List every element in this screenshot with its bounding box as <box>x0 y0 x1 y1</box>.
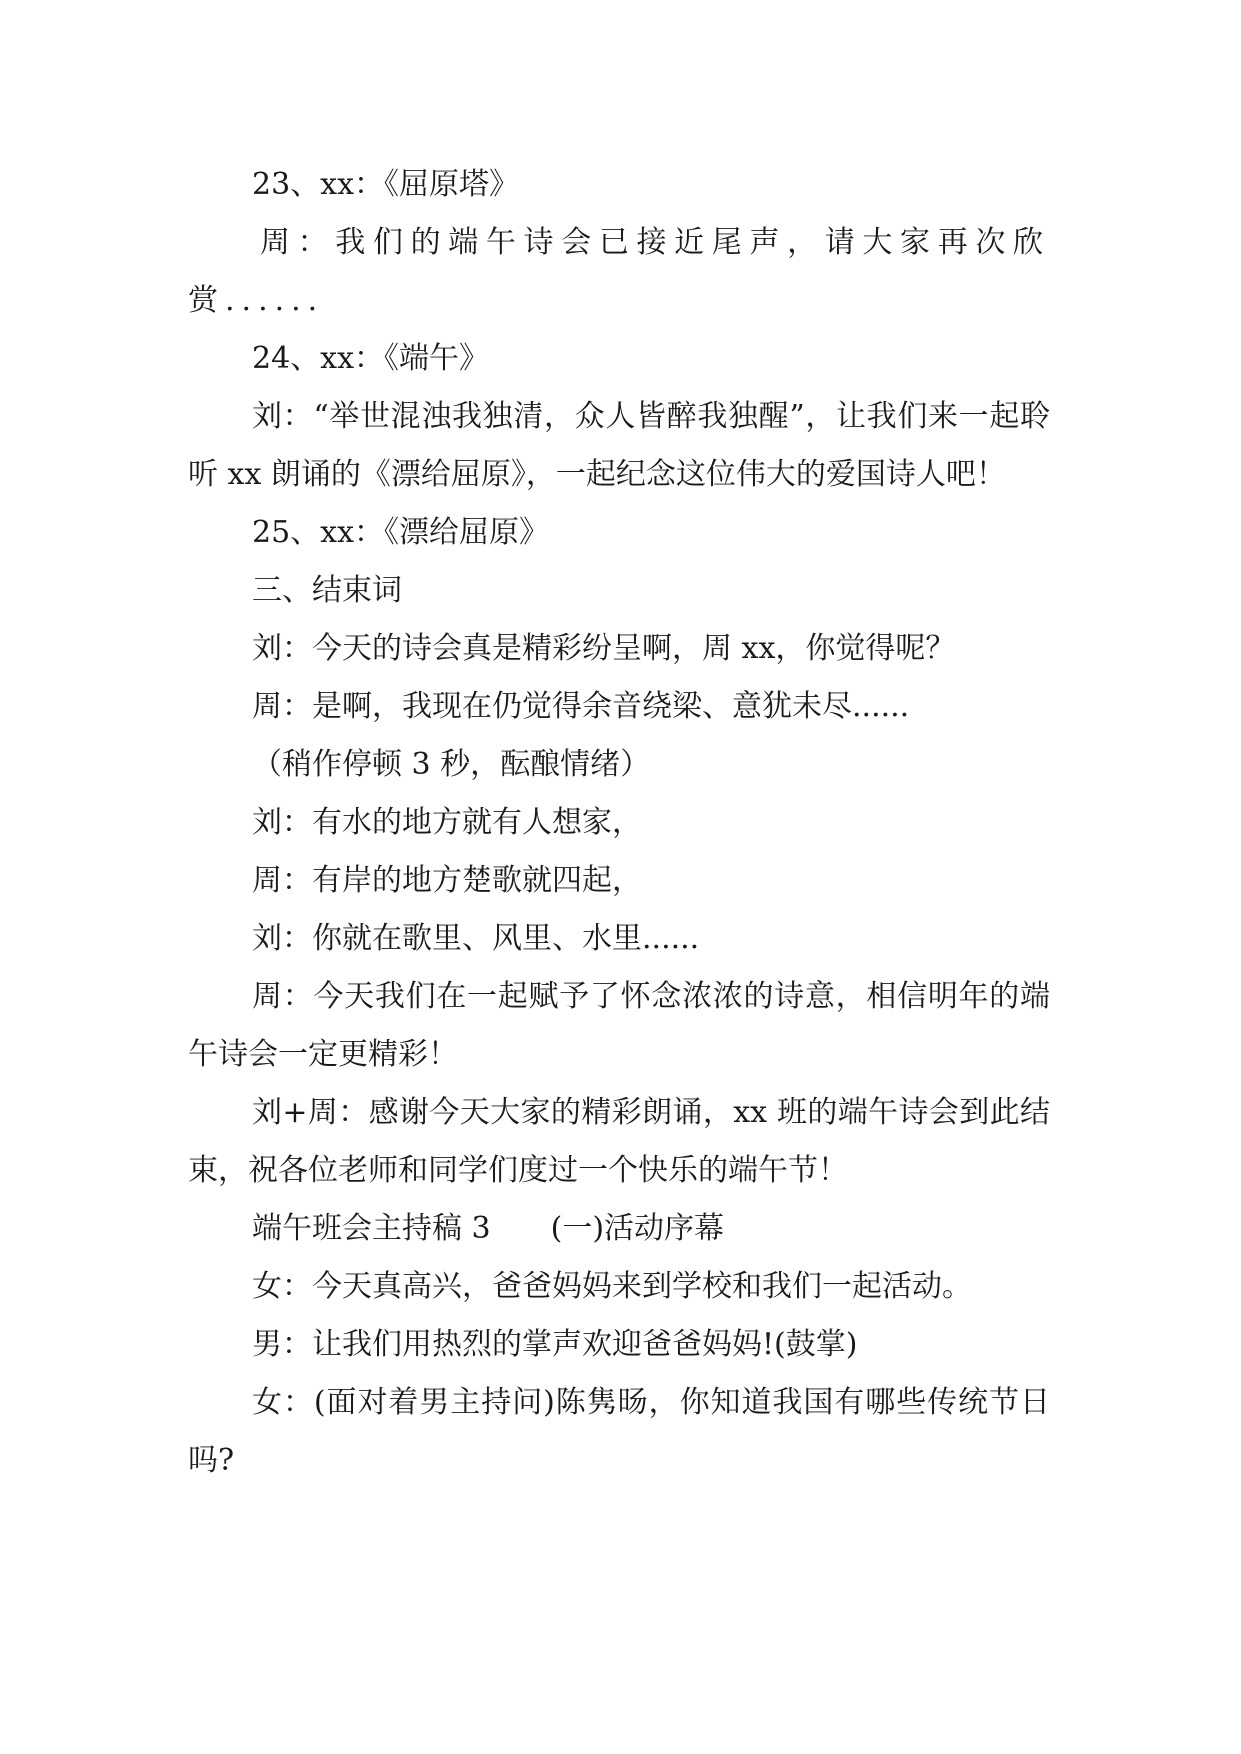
program-item-25: 25、xx：《漂给屈原》 <box>252 515 550 550</box>
script-title-3: 端午班会主持稿 3 (一)活动序幕 <box>252 1211 725 1246</box>
host-line-male-1: 男：让我们用热烈的掌声欢迎爸爸妈妈!(鼓掌) <box>252 1327 858 1362</box>
stage-direction: （稍作停顿 3 秒，酝酿情绪） <box>252 747 651 782</box>
host-line-liu-2: 刘：今天的诗会真是精彩纷呈啊，周 xx，你觉得呢？ <box>252 631 956 666</box>
section-heading-closing: 三、结束词 <box>252 573 402 608</box>
program-item-24: 24、xx：《端午》 <box>252 341 490 376</box>
program-item-23: 23、xx：《屈原塔》 <box>252 167 520 202</box>
document-body <box>188 156 1050 1490</box>
host-line-zhou-1: 周：我们的端午诗会已接近尾声，请大家再次欣赏...... <box>188 225 1050 318</box>
host-line-both: 刘+周：感谢今天大家的精彩朗诵，xx 班的端午诗会到此结束，祝各位老师和同学们度过一个快乐的端午节！ <box>188 1095 1050 1188</box>
host-line-zhou-3: 周：有岸的地方楚歌就四起， <box>252 863 642 898</box>
host-line-female-2: 女：(面对着男主持问)陈隽旸，你知道我国有哪些传统节日吗? <box>188 1385 1050 1478</box>
host-line-female-1: 女：今天真高兴，爸爸妈妈来到学校和我们一起活动。 <box>252 1269 972 1304</box>
host-line-zhou-4: 周：今天我们在一起赋予了怀念浓浓的诗意，相信明年的端午诗会一定更精彩！ <box>188 979 1050 1072</box>
host-line-liu-4: 刘：你就在歌里、风里、水里...... <box>252 921 700 956</box>
host-line-liu-3: 刘：有水的地方就有人想家， <box>252 805 642 840</box>
host-line-zhou-2: 周：是啊，我现在仍觉得余音绕梁、意犹未尽...... <box>252 689 910 724</box>
host-line-liu-1: 刘：“举世混浊我独清，众人皆醉我独醒”，让我们来一起聆听 xx 朗诵的《漂给屈原》，一起纪念这位伟大的爱国诗人吧！ <box>188 399 1050 492</box>
